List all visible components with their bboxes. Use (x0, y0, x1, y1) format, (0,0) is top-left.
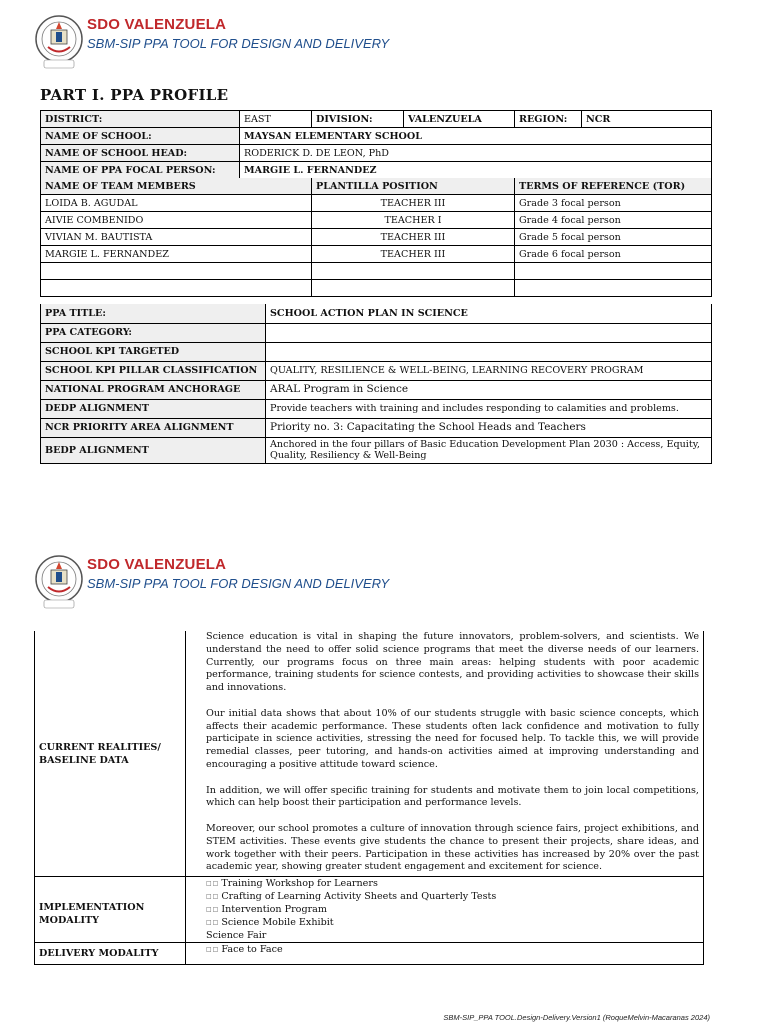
current-realities-row (35, 631, 704, 877)
tor-header: TERMS OF REFERENCE (TOR) (515, 178, 712, 195)
member-tor: Grade 5 focal person (515, 229, 712, 246)
table-row (41, 229, 712, 246)
bullet-icon: □□ (206, 880, 220, 888)
bullet-icon: □□ (206, 906, 220, 914)
member-position: TEACHER III (312, 246, 515, 263)
ncr-priority-label: NCR PRIORITY AREA ALIGNMENT (41, 418, 266, 437)
team-members-header: NAME OF TEAM MEMBERS (41, 178, 312, 195)
plantilla-header: PLANTILLA POSITION (312, 178, 515, 195)
member-tor: Grade 4 focal person (515, 212, 712, 229)
org-name: SDO VALENZUELA (87, 556, 227, 573)
division-seal-icon (34, 552, 84, 612)
ncr-priority-value: Priority no. 3: Capacitating the School Heads and Teachers (266, 418, 712, 437)
district-label: DISTRICT: (41, 111, 240, 128)
member-name: MARGIE L. FERNANDEZ (41, 246, 312, 263)
paragraph: Our initial data shows that about 10% of our students struggle with basic science concepts, which affects their academic performance. These students often lack confidence and motivation to fully participate in science activities, stressing the need for focused help. To tackle this, we will provide remedial classes, peer tutoring, and hands-on activities aimed at improving understanding and encouraging a positive attitude toward science. (206, 707, 699, 770)
ppa-category-value (266, 323, 712, 342)
national-anchorage-value: ARAL Program in Science (266, 380, 712, 399)
ppa-title-label: PPA TITLE: (41, 304, 266, 323)
current-realities-text (186, 631, 704, 877)
bullet-icon: □□ (206, 893, 220, 901)
region-value: NCR (582, 111, 712, 128)
kpi-value (266, 342, 712, 361)
ppa-profile-table (40, 110, 712, 179)
list-item: □□ Face to Face (206, 944, 283, 956)
member-tor: Grade 3 focal person (515, 195, 712, 212)
page-header-2 (34, 552, 434, 616)
part-title: PART I. PPA PROFILE (40, 86, 229, 104)
ppa-details-table (40, 304, 712, 464)
dedp-value: Provide teachers with training and includes responding to calamities and problems. (266, 399, 712, 418)
table-row (41, 195, 712, 212)
division-seal-icon (34, 12, 84, 72)
list-item: □□ Training Workshop for Learners (206, 878, 378, 890)
district-value: EAST (240, 111, 312, 128)
bedp-label: BEDP ALIGNMENT (41, 437, 266, 463)
ncr-row (41, 418, 712, 437)
delivery-list (186, 943, 704, 965)
ppa-category-label: PPA CATEGORY: (41, 323, 266, 342)
bullet-icon: □□ (206, 946, 220, 954)
school-row (41, 128, 712, 145)
region-label: REGION: (515, 111, 582, 128)
page-header (34, 12, 434, 76)
dedp-row (41, 399, 712, 418)
table-row (41, 212, 712, 229)
tool-subtitle: SBM-SIP PPA TOOL FOR DESIGN AND DELIVERY (87, 576, 390, 591)
delivery-row (35, 943, 704, 965)
kpi-label: SCHOOL KPI TARGETED (41, 342, 266, 361)
team-header-row (41, 178, 712, 195)
school-label: NAME OF SCHOOL: (41, 128, 240, 145)
member-name: AIVIE COMBENIDO (41, 212, 312, 229)
member-position: TEACHER III (312, 229, 515, 246)
pillar-row (41, 361, 712, 380)
current-realities-table (34, 631, 704, 965)
head-row (41, 145, 712, 162)
table-row (41, 246, 712, 263)
bedp-row (41, 437, 712, 463)
table-row-empty (41, 263, 712, 280)
tool-subtitle: SBM-SIP PPA TOOL FOR DESIGN AND DELIVERY (87, 36, 390, 51)
kpi-pillar-label: SCHOOL KPI PILLAR CLASSIFICATION (41, 361, 266, 380)
national-anchorage-label: NATIONAL PROGRAM ANCHORAGE (41, 380, 266, 399)
kpi-row (41, 342, 712, 361)
implementation-list (186, 877, 704, 943)
list-item: □□ Science Mobile Exhibit (206, 917, 334, 929)
current-realities-label: CURRENT REALITIES/ BASELINE DATA (35, 631, 186, 877)
member-name: VIVIAN M. BAUTISTA (41, 229, 312, 246)
implementation-row (35, 877, 704, 943)
dedp-label: DEDP ALIGNMENT (41, 399, 266, 418)
kpi-pillar-value: QUALITY, RESILIENCE & WELL-BEING, LEARNING RECOVERY PROGRAM (266, 361, 712, 380)
member-name: LOIDA B. AGUDAL (41, 195, 312, 212)
delivery-label: DELIVERY MODALITY (35, 943, 186, 965)
ppa-title-row (41, 304, 712, 323)
division-value: VALENZUELA (404, 111, 515, 128)
implementation-label: IMPLEMENTATION MODALITY (35, 877, 186, 943)
team-table (40, 178, 712, 297)
bedp-value: Anchored in the four pillars of Basic Education Development Plan 2030 : Access, Equity, Quality, Resiliency & Well-Being (266, 437, 712, 463)
focal-person-label: NAME OF PPA FOCAL PERSON: (41, 162, 240, 179)
school-head-label: NAME OF SCHOOL HEAD: (41, 145, 240, 162)
list-item: Science Fair (206, 930, 267, 942)
ppa-category-row (41, 323, 712, 342)
paragraph: In addition, we will offer specific training for students and motivate them to join local competitions, which can help boost their participation and performance levels. (206, 784, 699, 809)
focal-row (41, 162, 712, 179)
division-label: DIVISION: (312, 111, 404, 128)
bullet-icon: □□ (206, 919, 220, 927)
national-row (41, 380, 712, 399)
school-head-value: RODERICK D. DE LEON, PhD (240, 145, 712, 162)
table-row-empty (41, 280, 712, 297)
paragraph: Moreover, our school promotes a culture of innovation through science fairs, project exhibitions, and STEM activities. These events give students the chance to present their projects, share ideas, and work together with their peers. Participation in these activities has increased by 20% over the past academic year, showing greater student engagement and excitement for science. (206, 822, 699, 873)
district-row (41, 111, 712, 128)
member-position: TEACHER III (312, 195, 515, 212)
school-value: MAYSAN ELEMENTARY SCHOOL (240, 128, 712, 145)
paragraph: Science education is vital in shaping the future innovators, problem-solvers, and scientists. We understand the need to offer solid science programs that meet the diverse needs of our learners. Currently, our programs focus on three main areas: helping students with poor academic performance, training students for science contests, and providing activities to showcase their skills and innovations. (206, 631, 699, 694)
list-item: □□ Intervention Program (206, 904, 327, 916)
org-name: SDO VALENZUELA (87, 16, 227, 33)
ppa-title-value: SCHOOL ACTION PLAN IN SCIENCE (266, 304, 712, 323)
list-item: □□ Crafting of Learning Activity Sheets and Quarterly Tests (206, 891, 497, 903)
member-position: TEACHER I (312, 212, 515, 229)
focal-person-value: MARGIE L. FERNANDEZ (240, 162, 712, 179)
footer-note: SBM-SIP_PPA TOOL.Design-Delivery.Version1 (RoqueMelvin-Macaranas 2024) (443, 1013, 710, 1022)
member-tor: Grade 6 focal person (515, 246, 712, 263)
